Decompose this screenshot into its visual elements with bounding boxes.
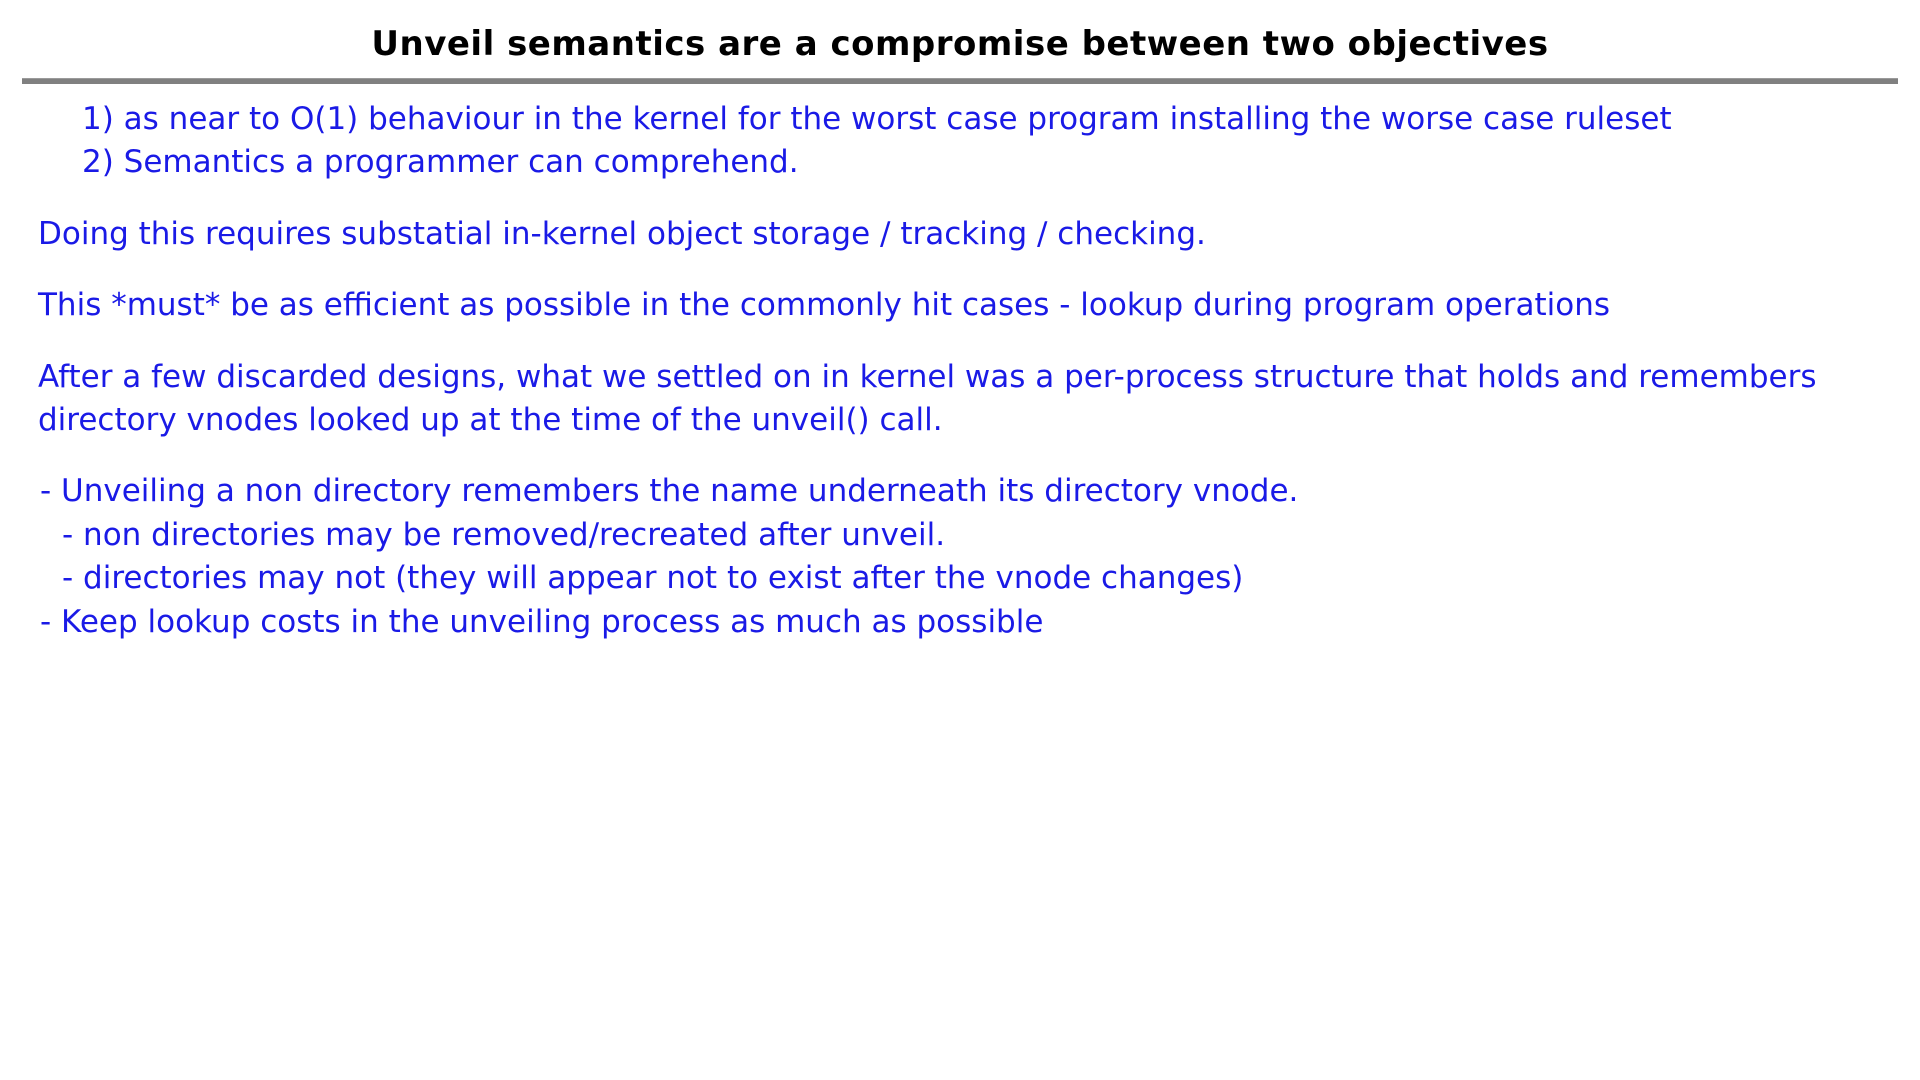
body-line-efficiency: This *must* be as efficient as possible in the commonly hit cases - lookup during program operations bbox=[38, 287, 1611, 324]
spacer bbox=[26, 185, 1894, 213]
body-line-objective-2: 2) Semantics a programmer can comprehend. bbox=[82, 144, 799, 181]
body-line-objective-1: 1) as near to O(1) behaviour in the kernel for the worst case program installing the worse case ruleset bbox=[82, 101, 1672, 137]
body-line-bullet-dir-not: - directories may not (they will appear not to exist after the vnode changes) bbox=[62, 560, 1244, 597]
body-line-bullet-lookup-costs: - Keep lookup costs in the unveiling process as much as possible bbox=[40, 603, 1044, 640]
body-line-bullet-nondir: - Unveiling a non directory remembers the name underneath its directory vnode. bbox=[40, 473, 1299, 510]
slide-body bbox=[0, 84, 1920, 644]
spacer bbox=[26, 328, 1894, 356]
spacer bbox=[26, 256, 1894, 284]
body-line-storage-tracking: Doing this requires substatial in-kernel object storage / tracking / checking. bbox=[38, 215, 1206, 252]
body-line-per-process-structure: After a few discarded designs, what we settled on in kernel was a per-process structure that holds and remembers directory vnodes looked up at the time of the unveil() call. bbox=[38, 358, 1827, 438]
spacer bbox=[26, 442, 1894, 470]
page-title: Unveil semantics are a compromise between two objectives bbox=[371, 24, 1549, 64]
body-line-bullet-nondir-recreate: - non directories may be removed/recreated after unveil. bbox=[62, 516, 946, 553]
